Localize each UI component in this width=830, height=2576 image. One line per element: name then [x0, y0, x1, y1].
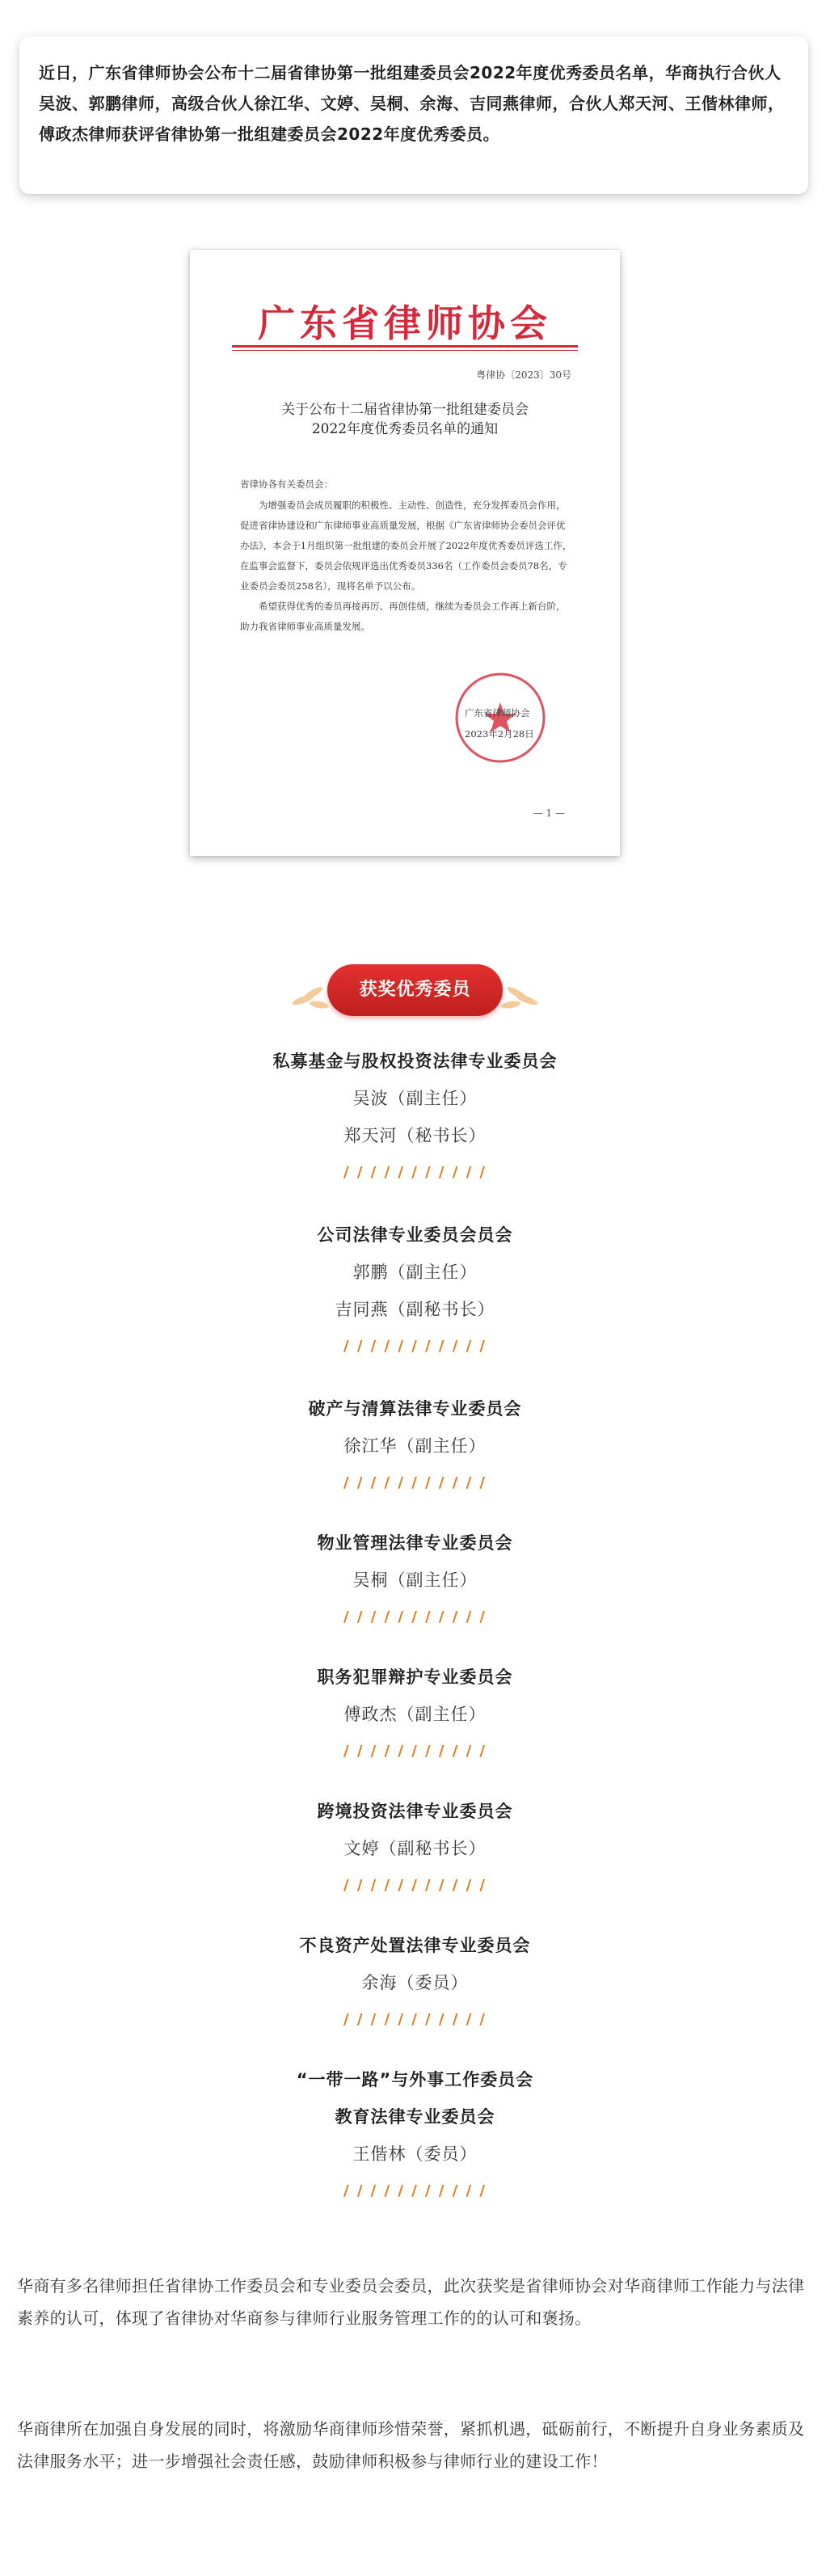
committee-member: 吴波（副主任） — [352, 1089, 478, 1108]
committee-name: 教育法律专业委员会 — [335, 2107, 495, 2127]
committee-block — [0, 1524, 830, 1636]
committee-block — [0, 1793, 830, 1904]
committee-name: “一带一路”与外事工作委员会 — [296, 2070, 534, 2089]
decorative-divider: / / / / / / / / / / / — [343, 1743, 487, 1760]
notice-title-line1: 关于公布十二届省律协第一批组建委员会 — [281, 402, 529, 418]
committee-name: 公司法律专业委员会员会 — [317, 1225, 513, 1245]
intro-card — [19, 36, 808, 194]
notice-red-rule-thin — [232, 350, 578, 351]
committee-name: 不良资产处置法律专业委员会 — [299, 1936, 531, 1955]
committee-block — [0, 2061, 830, 2210]
committee-name: 物业管理法律专业委员会 — [317, 1533, 513, 1553]
notice-body-paragraph: 希望获得优秀的委员再接再厉、再创佳绩，继续为委员会工作再上新台阶，助力我省律师事业高质量发展。 — [240, 601, 566, 632]
notice-document-image — [190, 250, 620, 856]
notice-body — [240, 495, 573, 637]
committee-member: 郭鹏（副主任） — [352, 1263, 478, 1282]
notice-title-line2: 2022年度优秀委员名单的通知 — [311, 421, 499, 437]
notice-signature — [465, 702, 534, 744]
committee-member: 郑天河（秘书长） — [343, 1126, 487, 1145]
decorative-divider: / / / / / / / / / / / — [343, 2011, 487, 2028]
closing-paragraph: 华商律所在加强自身发展的同时，将激励华商律师珍惜荣誉，紧抓机遇，砥砺前行，不断提升自身业务素质及法律服务水平；进一步增强社会责任感，鼓励律师积极参与律师行业的建设工作！ — [17, 2419, 805, 2471]
committee-name: 破产与清算法律专业委员会 — [308, 1399, 522, 1419]
committee-member: 傅政杰（副主任） — [343, 1705, 487, 1724]
award-banner-label: 获奖优秀委员 — [327, 964, 503, 1016]
decorative-divider: / / / / / / / / / / / — [343, 1474, 487, 1491]
committee-block — [0, 1390, 830, 1502]
committee-block — [0, 1927, 830, 2038]
decorative-divider: / / / / / / / / / / / — [343, 1608, 487, 1625]
decorative-divider: / / / / / / / / / / / — [343, 2182, 487, 2199]
notice-header: 广东省律师协会 — [258, 301, 552, 345]
committee-block — [0, 1216, 830, 1365]
notice-sign-org: 广东省律师协会 — [465, 707, 530, 719]
committee-member: 吴桐（副主任） — [352, 1570, 478, 1590]
notice-body-paragraph: 为增强委员会成员履职的积极性、主动性、创造性，充分发挥委员会作用，促进省律协建设和广东律师事业高质量发展，根据《广东省律师协会委员会评优办法》，本会于1月组织第一批组建的委员会开展了2022年度优秀委员评选工作，在监事会监督下，委员会依规评选出优秀委员336名（工作委员会委员78名，专业委员会委员258名），现将名单予以公布。 — [240, 500, 572, 592]
decorative-divider: / / / / / / / / / / / — [343, 1877, 487, 1894]
committee-name: 职务犯罪辩护专业委员会 — [317, 1667, 513, 1687]
intro-text: 近日，广东省律师协会公布十二届省律协第一批组建委员会2022年度优秀委员名单，华商执行合伙人吴波、郭鹏律师，高级合伙人徐江华、文婷、吴桐、余海、吉同燕律师，合伙人郑天河、王偕林律师，傅政杰律师获评省律协第一批组建委员会2022年度优秀委员。 — [39, 63, 785, 144]
decorative-divider: / / / / / / / / / / / — [343, 1338, 487, 1355]
notice-doc-number: 粤律协〔2023〕30号 — [476, 369, 571, 381]
notice-red-rule — [232, 345, 578, 348]
committee-name: 跨境投资法律专业委员会 — [317, 1802, 513, 1821]
decorative-divider: / / / / / / / / / / / — [343, 1164, 487, 1181]
committee-member: 文婷（副秘书长） — [343, 1839, 487, 1858]
committee-member: 吉同燕（副秘书长） — [335, 1300, 495, 1319]
committee-member: 徐江华（副主任） — [343, 1436, 487, 1456]
committee-block — [0, 1659, 830, 1770]
committee-member: 王偕林（委员） — [352, 2144, 478, 2164]
committee-name: 私募基金与股权投资法律专业委员会 — [272, 1052, 558, 1071]
closing-paragraph: 华商有多名律师担任省律协工作委员会和专业委员会委员，此次获奖是省律师协会对华商律师工作能力与法律素养的认可，体现了省律协对华商参与律师行业服务管理工作的的认可和褒扬。 — [17, 2276, 805, 2328]
award-banner — [279, 958, 551, 1022]
notice-page-number: — 1 — — [533, 807, 565, 819]
notice-sign-date: 2023年2月28日 — [465, 728, 534, 740]
notice-title — [222, 400, 588, 439]
committee-member: 余海（委员） — [361, 1973, 469, 1992]
committee-block — [0, 1043, 830, 1191]
notice-salutation: 省律协各有关委员会： — [240, 479, 333, 490]
